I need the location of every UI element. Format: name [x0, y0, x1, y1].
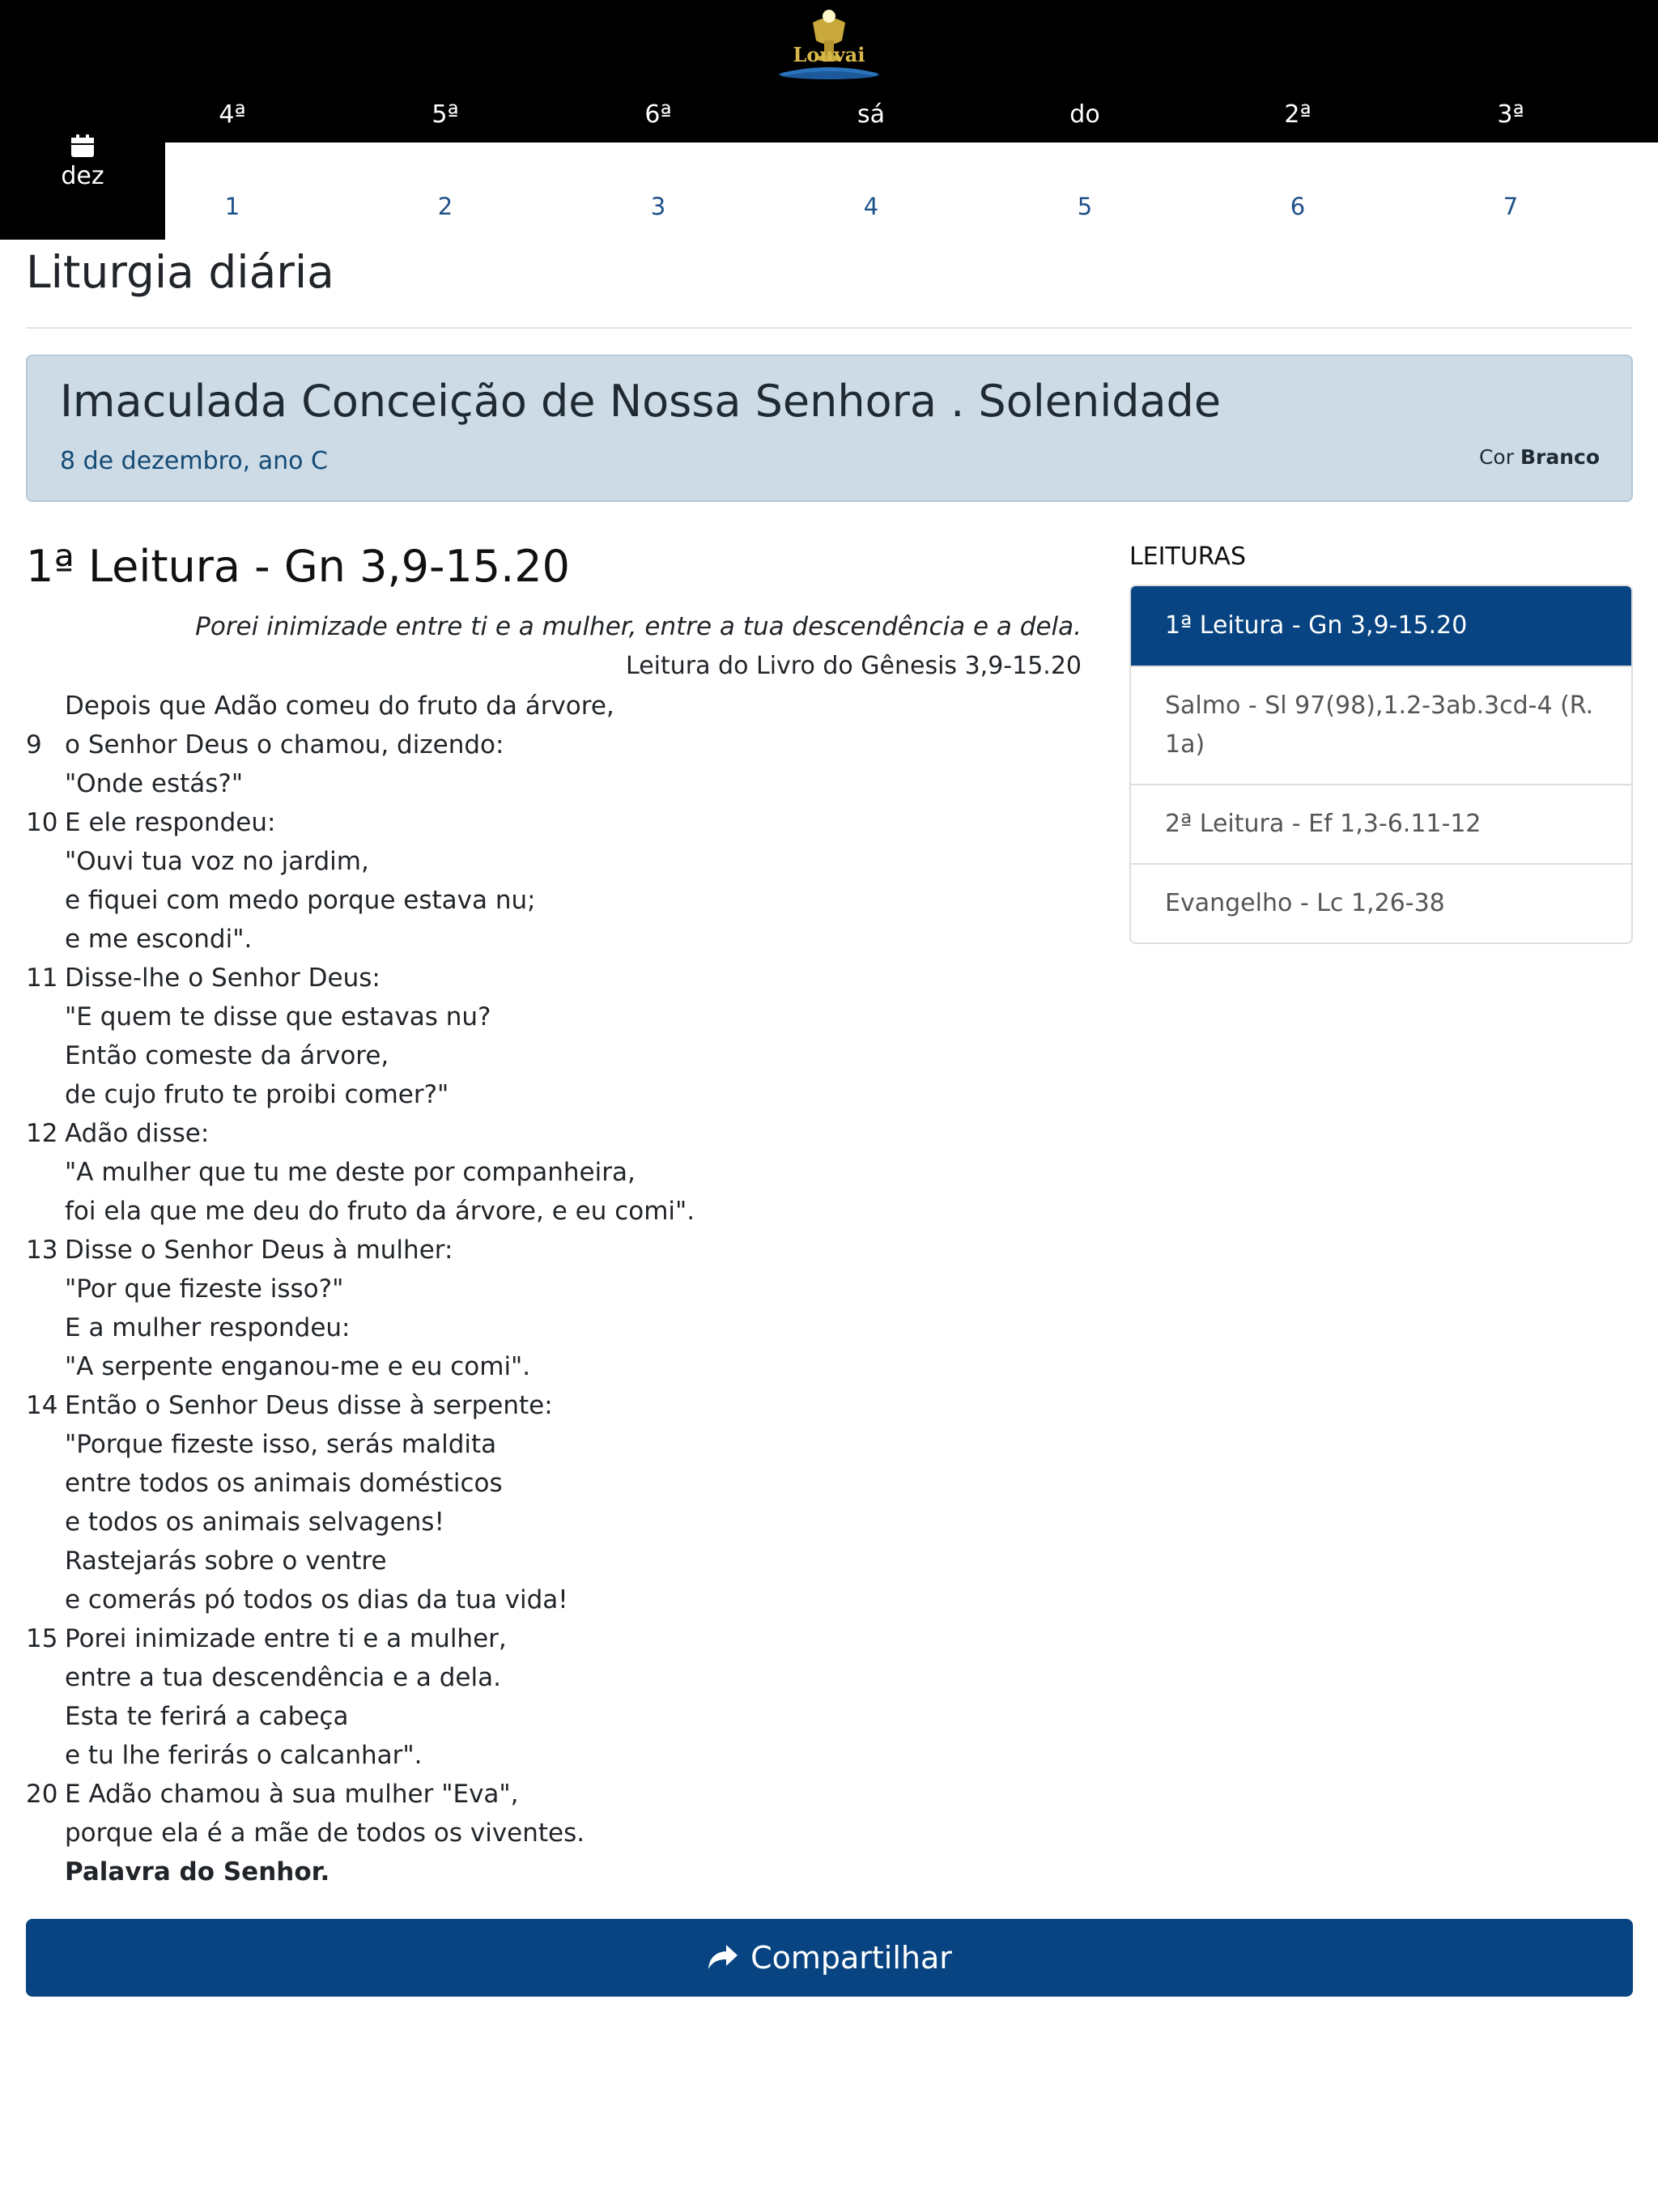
- louvai-logo[interactable]: [771, 5, 887, 83]
- weekday-label: 5ª: [432, 100, 459, 129]
- verse-text: Esta te ferirá a cabeça: [65, 1702, 349, 1731]
- verse-line: [26, 1347, 1078, 1386]
- reading-link-gospel[interactable]: Evangelho - Lc 1,26-38: [1131, 863, 1631, 942]
- verse-number: 15: [26, 1624, 58, 1653]
- readings-heading: LEITURAS: [1129, 542, 1246, 571]
- verse-line: [26, 1075, 1078, 1114]
- verse-text: E Adão chamou à sua mulher "Eva",: [65, 1780, 519, 1809]
- share-button[interactable]: [26, 1919, 1633, 1997]
- verse-text: e me escondi".: [65, 925, 253, 954]
- weekday-label: sá: [857, 100, 885, 129]
- verse-line: [26, 764, 1078, 803]
- verse-text: "A serpente enganou-me e eu comi".: [65, 1352, 531, 1381]
- weekday-label: 6ª: [644, 100, 672, 129]
- reading-subtitle: Porei inimizade entre ti e a mulher, entre a tua descendência e a dela.: [195, 612, 1082, 641]
- readings-list: [1129, 585, 1633, 944]
- verse-line: [26, 1658, 1078, 1697]
- verse-line: [26, 1814, 1078, 1853]
- verse-line: [26, 1153, 1078, 1192]
- verse-text: E a mulher respondeu:: [65, 1313, 351, 1342]
- verse-line: [26, 1270, 1078, 1308]
- verse-line: [26, 1464, 1078, 1503]
- reading-source: Leitura do Livro do Gênesis 3,9-15.20: [626, 652, 1082, 680]
- verse-number: 10: [26, 808, 58, 837]
- day-link-7[interactable]: 7: [1503, 193, 1519, 220]
- verse-line: [26, 1542, 1078, 1580]
- liturgical-color: [1479, 445, 1600, 469]
- verse-line: [26, 1619, 1078, 1658]
- share-icon: [707, 1943, 739, 1972]
- verse-text: Rastejarás sobre o ventre: [65, 1546, 387, 1576]
- verse-line: [26, 1775, 1078, 1814]
- verse-text: Porei inimizade entre ti e a mulher,: [65, 1624, 507, 1653]
- svg-text:Louvai: Louvai: [793, 43, 865, 66]
- color-value: Branco: [1520, 445, 1600, 469]
- calendar-month-label: dez: [61, 162, 104, 190]
- verse-line: [26, 1192, 1078, 1231]
- day-link-3[interactable]: 3: [650, 193, 666, 220]
- day-link-4[interactable]: 4: [863, 193, 879, 220]
- closing-acclamation: Palavra do Senhor.: [65, 1857, 330, 1887]
- verse-line: [26, 1697, 1078, 1736]
- verse-line: [26, 1231, 1078, 1270]
- verse-line: [26, 687, 1078, 725]
- verse-text: entre todos os animais domésticos: [65, 1469, 503, 1498]
- verse-text: e tu lhe ferirás o calcanhar".: [65, 1741, 423, 1770]
- verse-text: "A mulher que tu me deste por companheira,: [65, 1158, 636, 1187]
- verse-number: 20: [26, 1780, 58, 1809]
- verse-line: [26, 1114, 1078, 1153]
- verse-text: Adão disse:: [65, 1119, 210, 1148]
- verse-line: [26, 1386, 1078, 1425]
- verse-text: "E quem te disse que estavas nu?: [65, 1002, 491, 1032]
- verse-text: Disse-lhe o Senhor Deus:: [65, 963, 380, 993]
- title-divider: [26, 327, 1633, 329]
- day-link-6[interactable]: 6: [1290, 193, 1306, 220]
- verse-line: [26, 920, 1078, 959]
- verse-text: E ele respondeu:: [65, 808, 276, 837]
- reading-link-second[interactable]: 2ª Leitura - Ef 1,3-6.11-12: [1131, 784, 1631, 863]
- verse-line: [26, 1308, 1078, 1347]
- feast-date: 8 de dezembro, ano C: [60, 447, 328, 475]
- verse-line: [26, 1503, 1078, 1542]
- feast-title: Imaculada Conceição de Nossa Senhora . Solenidade: [60, 376, 1222, 427]
- verse-number: 12: [26, 1119, 58, 1148]
- reading-link-first[interactable]: 1ª Leitura - Gn 3,9-15.20: [1131, 586, 1631, 666]
- verse-text: Disse o Senhor Deus à mulher:: [65, 1236, 453, 1265]
- weekday-label: 3ª: [1497, 100, 1524, 129]
- day-link-1[interactable]: 1: [224, 193, 240, 220]
- verse-text: "Ouvi tua voz no jardim,: [65, 847, 369, 876]
- verse-line: [26, 998, 1078, 1036]
- day-link-2[interactable]: 2: [437, 193, 453, 220]
- verse-text: porque ela é a mãe de todos os viventes.: [65, 1819, 585, 1848]
- page-title: Liturgia diária: [26, 246, 334, 298]
- verse-line: [26, 959, 1078, 998]
- verse-number: 14: [26, 1391, 58, 1420]
- verse-text: e fiquei com medo porque estava nu;: [65, 886, 536, 915]
- verse-number: 11: [26, 963, 58, 993]
- verse-text: "Por que fizeste isso?": [65, 1274, 344, 1304]
- weekday-label: 2ª: [1284, 100, 1312, 129]
- verse-line: [26, 725, 1078, 764]
- verse-line: [26, 1036, 1078, 1075]
- verse-line: [26, 1425, 1078, 1464]
- verse-line: [26, 1736, 1078, 1775]
- verse-text: foi ela que me deu do fruto da árvore, e eu comi".: [65, 1197, 695, 1226]
- day-link-5[interactable]: 5: [1077, 193, 1093, 220]
- verse-text: Então comeste da árvore,: [65, 1041, 389, 1070]
- verse-text: "Porque fizeste isso, serás maldita: [65, 1430, 497, 1459]
- verse-line: [26, 842, 1078, 881]
- verse-line: [26, 803, 1078, 842]
- verse-text: e comerás pó todos os dias da tua vida!: [65, 1585, 568, 1614]
- verse-text: o Senhor Deus o chamou, dizendo:: [65, 730, 504, 759]
- verse-text: Então o Senhor Deus disse à serpente:: [65, 1391, 553, 1420]
- verse-number: 9: [26, 730, 42, 759]
- weekday-label: do: [1069, 100, 1100, 129]
- calendar-icon: [70, 133, 96, 159]
- verse-line: [26, 1853, 1078, 1891]
- verse-text: e todos os animais selvagens!: [65, 1508, 444, 1537]
- share-label: Compartilhar: [750, 1940, 952, 1976]
- verse-line: [26, 1580, 1078, 1619]
- verse-text: "Onde estás?": [65, 769, 244, 798]
- verse-text: entre a tua descendência e a dela.: [65, 1663, 501, 1692]
- weekday-label: 4ª: [219, 100, 246, 129]
- reading-title: 1ª Leitura - Gn 3,9-15.20: [26, 541, 571, 592]
- color-label: Cor: [1478, 445, 1514, 469]
- verse-text: Depois que Adão comeu do fruto da árvore,: [65, 691, 614, 721]
- verse-text: de cujo fruto te proibi comer?": [65, 1080, 449, 1109]
- verse-number: 13: [26, 1236, 58, 1265]
- verse-line: [26, 881, 1078, 920]
- reading-link-psalm[interactable]: Salmo - Sl 97(98),1.2-3ab.3cd-4 (R. 1a): [1131, 666, 1631, 784]
